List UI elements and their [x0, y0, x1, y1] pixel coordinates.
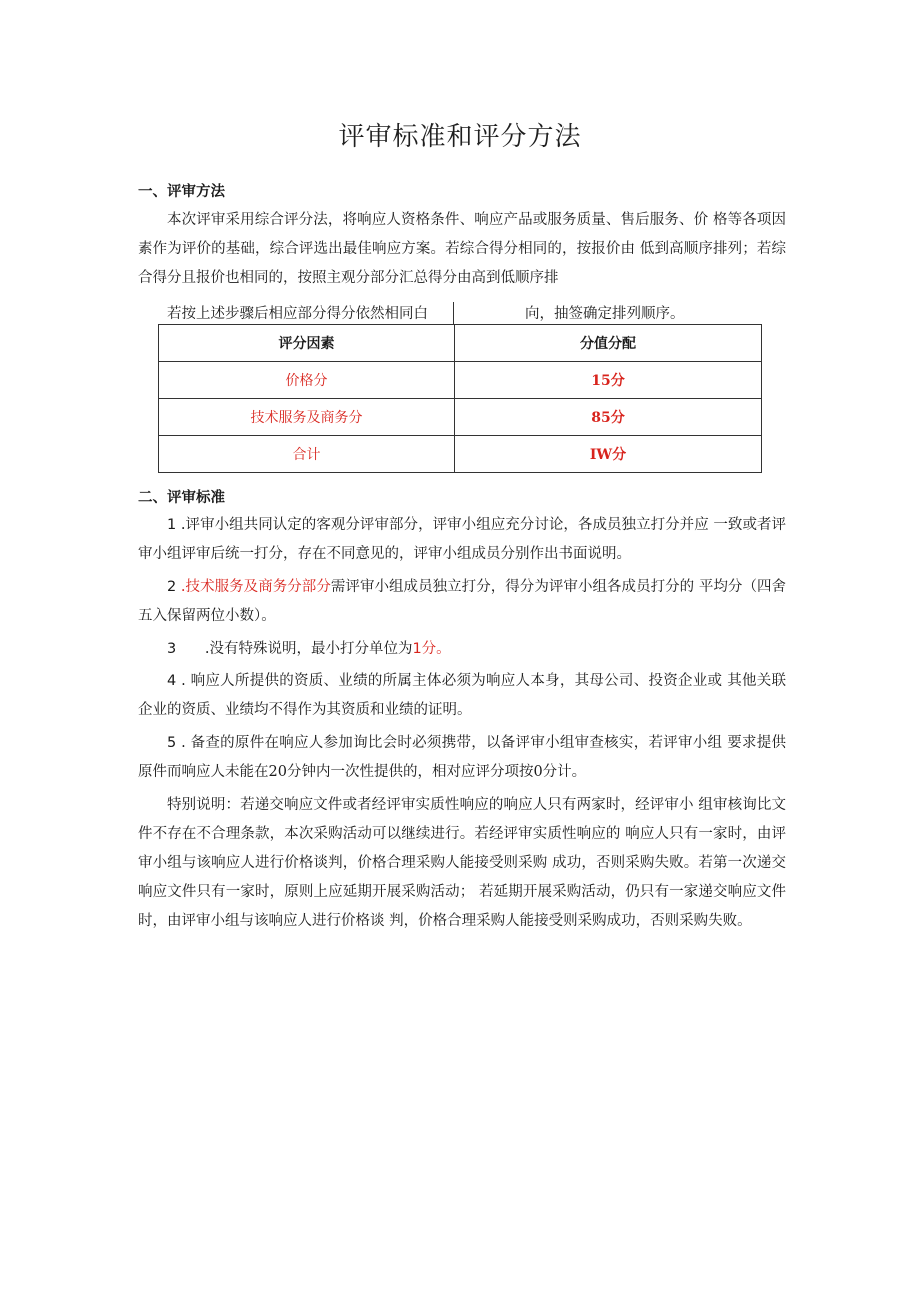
section-heading-standard: 二、评审标准	[138, 490, 225, 506]
row-score: IW分	[455, 436, 762, 473]
table-row	[159, 436, 762, 473]
item-highlight: 1分。	[412, 641, 451, 657]
header-factor: 评分因素	[159, 325, 455, 362]
row-factor: 技术服务及商务分	[159, 399, 455, 436]
method-paragraph: 本次评审采用综合评分法，将响应人资格条件、响应产品或服务质量、售后服务、价 格等各项因素作为评价的基础，综合评选出最佳响应方案。若综合得分相同的，按报价由 低到高顺序排列；若综合得分且报价也相同的，按照主观分部分汇总得分由高到低顺序排	[138, 212, 786, 286]
item-text: .没有特殊说明，最小打分单位为	[204, 641, 413, 657]
row-factor: 合计	[159, 436, 455, 473]
item-number: 5	[167, 735, 177, 751]
item-text: . 响应人所提供的资质、业绩的所属主体必须为响应人本身，其母公司、投资企业或 其他关联企业的资质、业绩均不得作为其资质和业绩的证明。	[138, 673, 787, 718]
table-header-row	[159, 325, 762, 362]
method-split-left: 若按上述步骤后相应部分得分依然相同白	[167, 306, 428, 322]
score-table	[158, 324, 762, 473]
row-factor: 价格分	[159, 362, 455, 399]
row-score: 15分	[455, 362, 762, 399]
table-row	[159, 399, 762, 436]
standard-item-2	[138, 573, 786, 631]
standard-item-1	[138, 511, 786, 569]
item-text: . 备查的原件在响应人参加询比会时必须携带，以备评审小组审查核实，若评审小组 要求提供原件而响应人未能在20分钟内一次性提供的，相对应评分项按0分计。	[138, 735, 787, 780]
item-highlight: .技术服务及商务分部分	[180, 579, 331, 595]
row-score: 85分	[455, 399, 762, 436]
standard-item-5	[138, 729, 786, 787]
table-row	[159, 362, 762, 399]
item-text: .评审小组共同认定的客观分评审部分，评审小组应充分讨论，各成员独立打分并应 一致或者评审小组评审后统一打分，存在不同意见的，评审小组成员分别作出书面说明。	[138, 517, 787, 562]
item-number: 4	[167, 673, 177, 689]
standard-item-3	[138, 635, 786, 664]
item-text: 需评审小组成员独立打分，得分为评审小组各成员打分的 平均分（四舍五入保留两位小数）。	[138, 579, 787, 624]
method-split-right: 向，抽签确定排列顺序。	[525, 306, 685, 322]
item-number: 1	[167, 517, 177, 533]
special-note: 特别说明：若递交响应文件或者经评审实质性响应的响应人只有两家时，经评审小 组审核询比文件不存在不合理条款，本次采购活动可以继续进行。若经评审实质性响应的 响应人只有一家时，由评审小组与该响应人进行价格谈判，价格合理采购人能接受则采购 成功，否则采购失败。若第一次递交响应文件只有一家时，原则上应延期开展采购活动； 若延期开展采购活动，仍只有一家递交响应文件时，由评审小组与该响应人进行价格谈 判，价格合理采购人能接受则采购成功，否则采购失败。	[138, 797, 786, 929]
section-heading-method: 一、评审方法	[138, 184, 225, 200]
header-score: 分值分配	[455, 325, 762, 362]
item-number: 3	[167, 641, 177, 657]
standard-item-4	[138, 667, 786, 725]
page-title: 评审标准和评分方法	[338, 122, 582, 152]
item-number: 2	[167, 579, 177, 595]
split-divider	[453, 302, 454, 324]
